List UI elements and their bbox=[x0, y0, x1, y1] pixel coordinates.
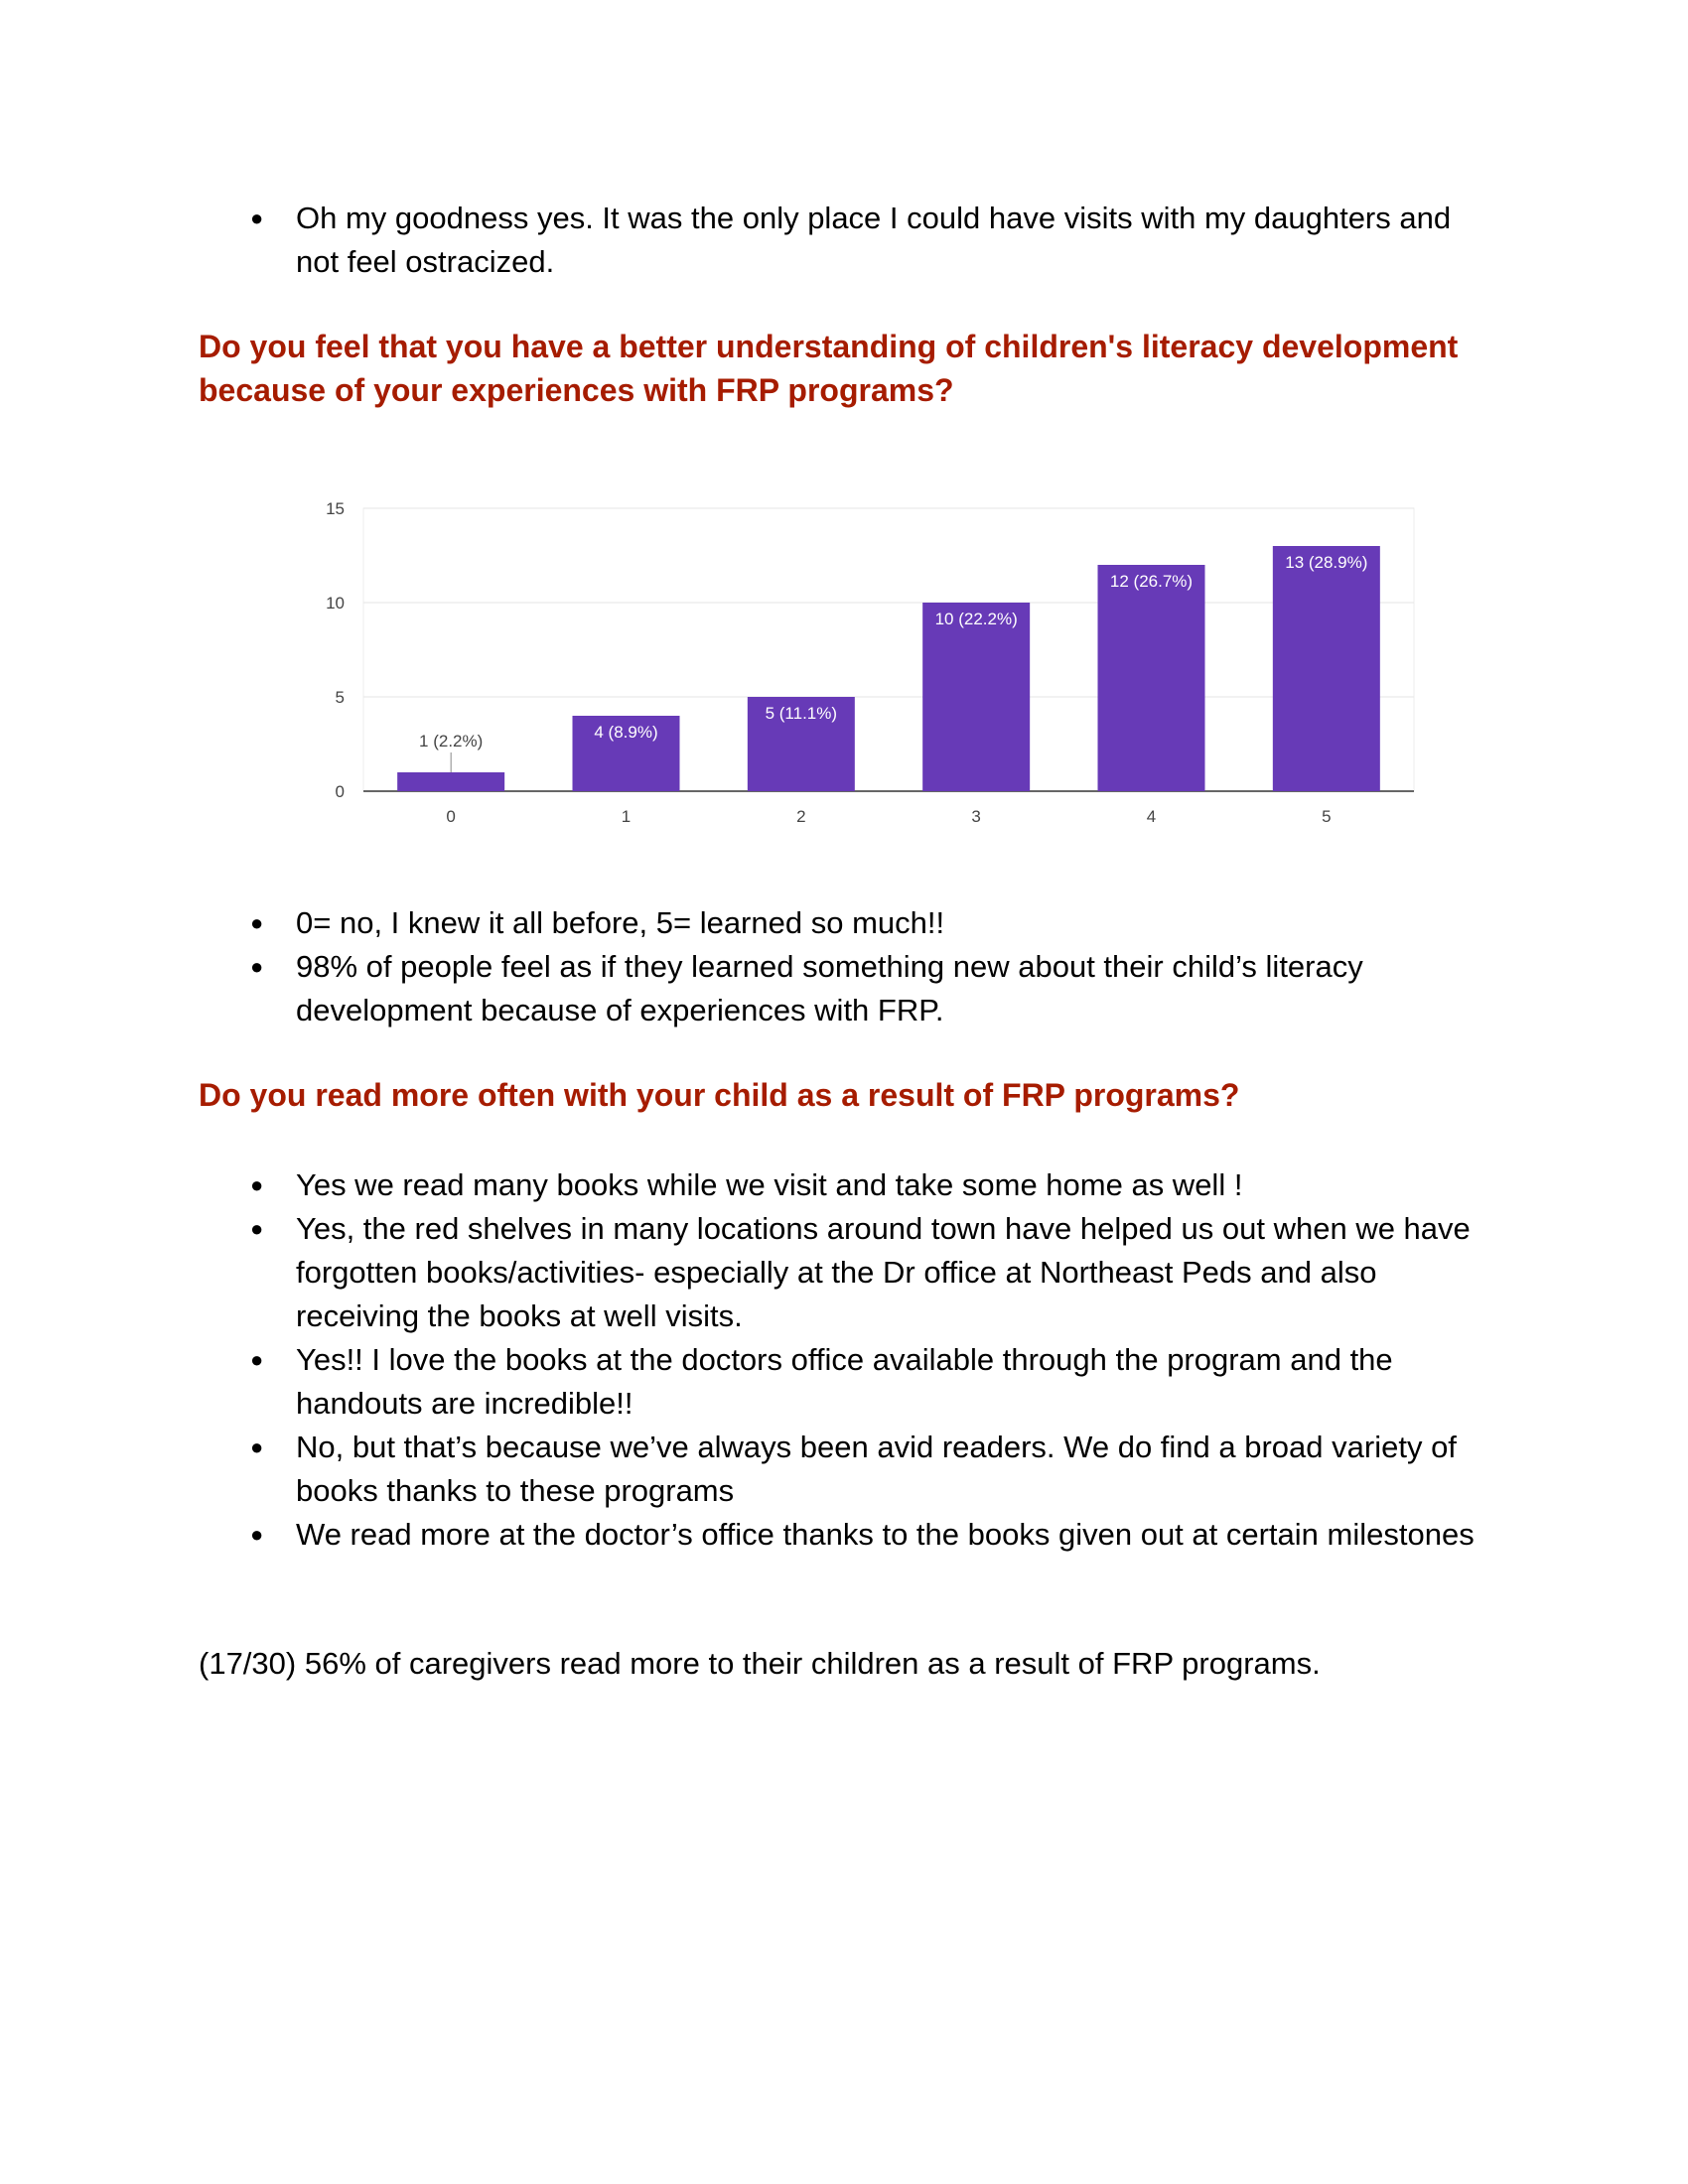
bullet-text: 98% of people feel as if they learned something new about their child’s literacy development because of experiences with FRP. bbox=[296, 949, 1363, 1027]
bullet-text: Oh my goodness yes. It was the only place I could have visits with my daughters and not feel ostracized. bbox=[296, 201, 1452, 279]
x-tick-label: 5 bbox=[1322, 807, 1332, 826]
x-tick-label: 0 bbox=[446, 807, 456, 826]
question-1-heading: Do you feel that you have a better understanding of children's literacy development because of your experiences with FRP programs? bbox=[199, 329, 1459, 408]
bullet-icon: ● bbox=[250, 205, 264, 230]
bullet-icon: ● bbox=[250, 1347, 264, 1372]
bar bbox=[922, 603, 1030, 791]
y-tick-label: 15 bbox=[326, 499, 345, 518]
list-item bbox=[0, 1163, 1688, 1207]
bullet-text: No, but that’s because we’ve always been avid readers. We do find a broad variety of books thanks to these programs bbox=[296, 1430, 1457, 1508]
x-tick-label: 1 bbox=[621, 807, 632, 826]
x-tick-label: 4 bbox=[1146, 807, 1157, 826]
question-2-heading: Do you read more often with your child as a result of FRP programs? bbox=[199, 1077, 1240, 1113]
bullet-text: Yes we read many books while we visit and take some home as well ! bbox=[296, 1167, 1243, 1202]
bar bbox=[1098, 565, 1205, 791]
x-tick-label: 3 bbox=[971, 807, 981, 826]
y-tick-label: 5 bbox=[335, 688, 345, 707]
bullet-icon: ● bbox=[250, 910, 264, 935]
bar bbox=[1273, 546, 1380, 791]
y-tick-label: 0 bbox=[335, 782, 345, 801]
x-tick-label: 2 bbox=[796, 807, 806, 826]
list-item bbox=[0, 1207, 1688, 1338]
data-label: 13 (28.9%) bbox=[1285, 553, 1368, 572]
list-item bbox=[0, 1426, 1688, 1513]
plot-area-border bbox=[363, 508, 1414, 791]
data-label: 5 (11.1%) bbox=[765, 704, 838, 723]
bullet-text: Yes, the red shelves in many locations around town have helped us out when we have forgotten books/activities- especially at the Dr office at Northeast Peds and also receiving the books at well visits. bbox=[296, 1211, 1471, 1333]
question-1-bullet-list bbox=[0, 901, 1688, 1032]
bullet-icon: ● bbox=[250, 1434, 264, 1459]
bullet-icon: ● bbox=[250, 1522, 264, 1547]
data-label: 12 (26.7%) bbox=[1109, 572, 1194, 591]
data-label: 1 (2.2%) bbox=[419, 732, 484, 751]
list-item bbox=[0, 901, 1688, 945]
bullet-text: 0= no, I knew it all before, 5= learned so much!! bbox=[296, 905, 945, 940]
bar-chart bbox=[0, 0, 1688, 874]
bullet-icon: ● bbox=[250, 1216, 264, 1241]
bar bbox=[397, 772, 504, 791]
data-label: 10 (22.2%) bbox=[934, 610, 1018, 628]
chart-bars bbox=[397, 546, 1380, 791]
list-item bbox=[0, 945, 1688, 1032]
summary-text: (17/30) 56% of caregivers read more to their children as a result of FRP programs. bbox=[199, 1646, 1321, 1681]
question-2-bullet-list bbox=[0, 1163, 1688, 1557]
bullet-icon: ● bbox=[250, 954, 264, 979]
bullet-icon: ● bbox=[250, 1172, 264, 1197]
list-item bbox=[0, 1338, 1688, 1426]
bullet-text: Yes!! I love the books at the doctors office available through the program and the handouts are incredible!! bbox=[296, 1342, 1393, 1421]
chart-grid bbox=[363, 508, 1414, 791]
bullet-text: We read more at the doctor’s office thanks to the books given out at certain milestones bbox=[296, 1517, 1475, 1552]
data-label: 4 (8.9%) bbox=[594, 723, 658, 742]
y-tick-label: 10 bbox=[326, 594, 345, 613]
list-item bbox=[0, 1513, 1688, 1557]
